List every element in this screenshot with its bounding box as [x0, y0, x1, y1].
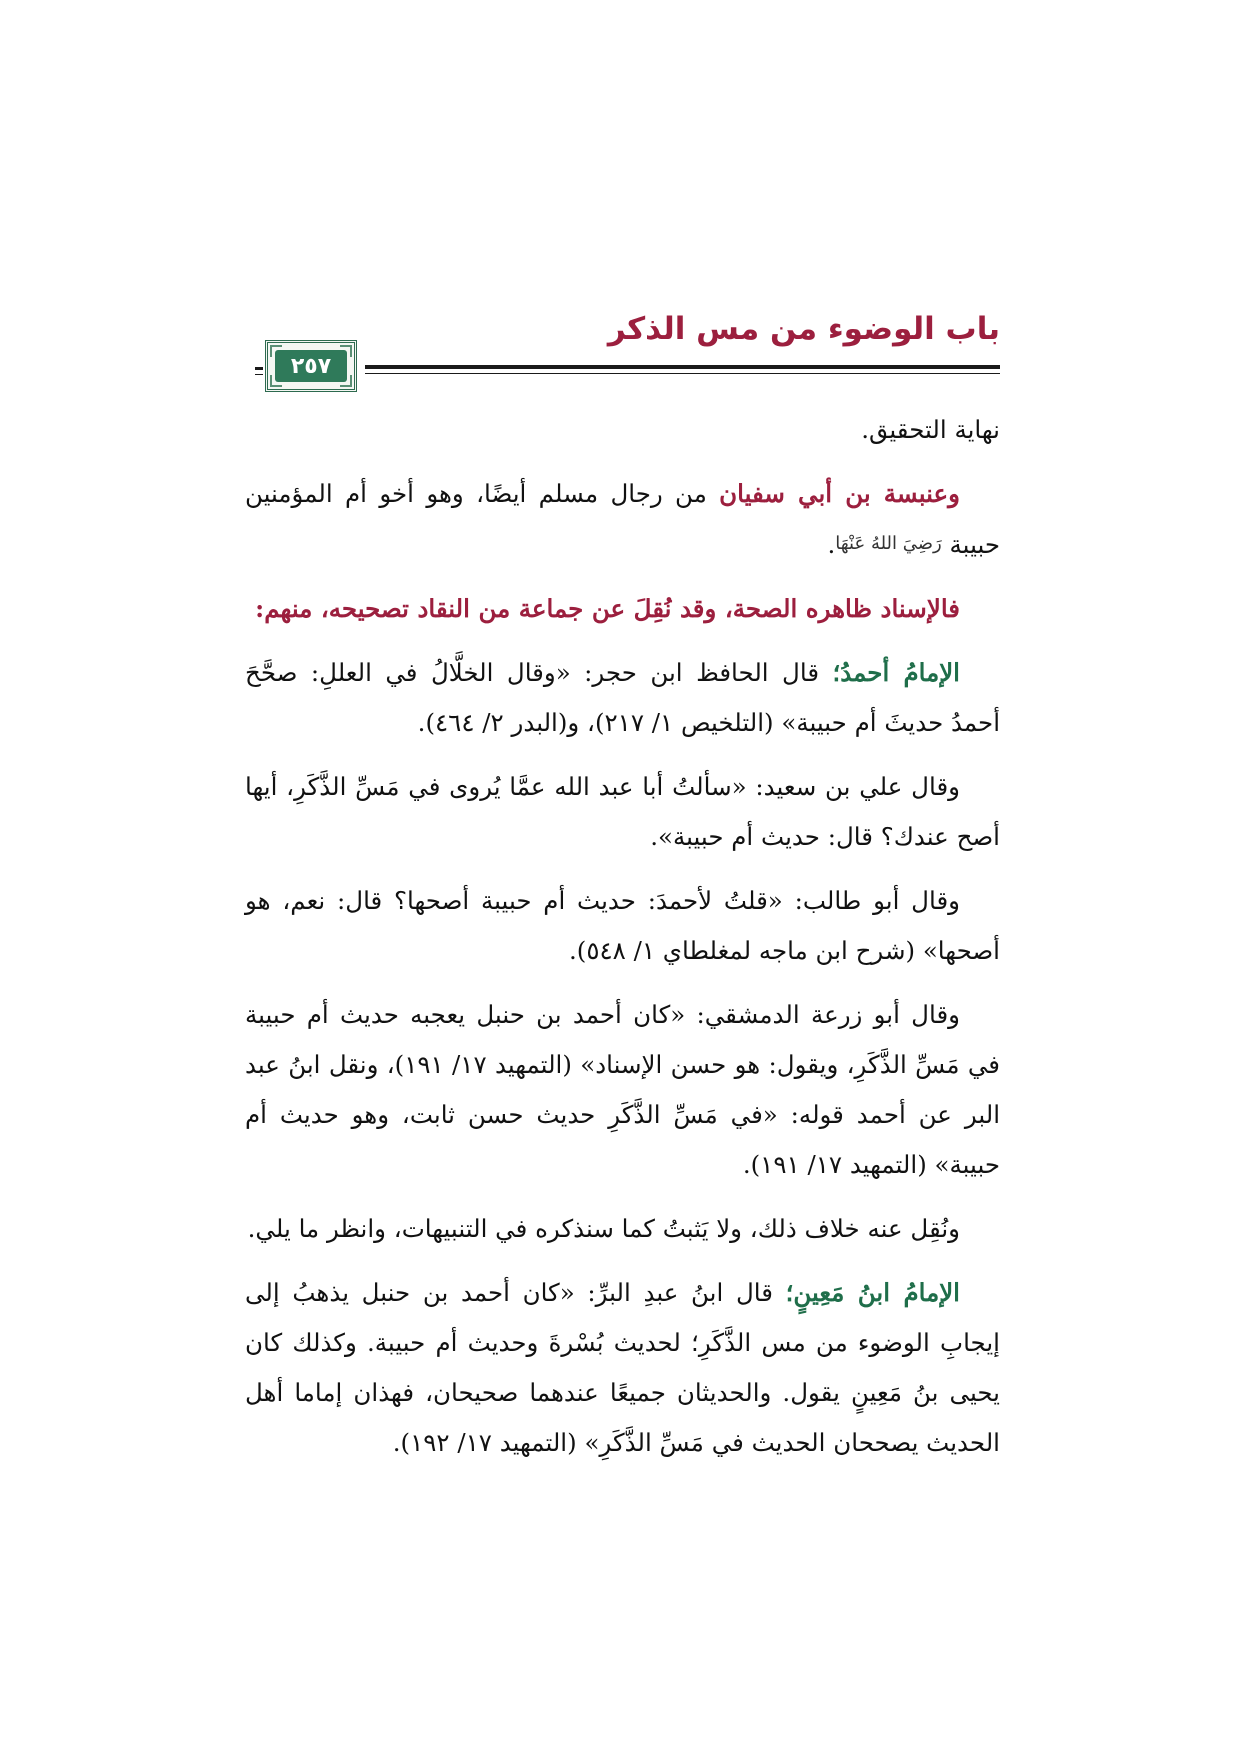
header-rule-left-thin: [255, 374, 263, 375]
page-header: [255, 305, 1000, 385]
paragraph: ونُقِل عنه خلاف ذلك، ولا يَثبتُ كما سنذكره في التنبيهات، وانظر ما يلي.: [247, 1214, 960, 1243]
paragraph: [245, 1268, 1000, 1468]
paragraph: وقال أبو طالب: «قلتُ لأحمدَ: حديث أم حبيبة أصحها؟ قال: نعم، هو أصحها» (شرح ابن ماجه لمغلطاي ١/ ٥٤٨).: [245, 886, 1000, 965]
paragraph: [245, 469, 1000, 570]
section-heading: فالإسناد ظاهره الصحة، وقد نُقِلَ عن جماعة من النقاد تصحيحه، منهم:: [255, 594, 960, 623]
header-rule: [365, 365, 1000, 369]
honorific-glyph: رَضِيَ اللهُ عَنْهَا: [835, 533, 942, 554]
ornament-corner-icon: [340, 345, 352, 357]
page-number: ٢٥٧: [275, 350, 347, 382]
paragraph: وقال علي بن سعيد: «سألتُ أبا عبد الله عمَّا يُروى في مَسِّ الذَّكَرِ، أيها أصح عندك؟ قال: حديث أم حبيبة».: [245, 772, 1000, 851]
ornament-corner-icon: [270, 375, 282, 387]
paragraph-end: .: [827, 530, 836, 559]
header-rule-thin: [365, 373, 1000, 374]
paragraph-text: قال الحافظ ابن حجر: «وقال الخلَّالُ في العللِ: صحَّحَ أحمدُ حديثَ أم حبيبة» (التلخيص ١/ ٢١٧)، و(البدر ٢/ ٤٦٤).: [245, 658, 1000, 737]
paragraph: [245, 648, 1000, 748]
paragraph-text: من رجال مسلم أيضًا، وهو أخو أم المؤمنين حبيبة: [245, 479, 1000, 559]
scholar-name: الإمامُ ابنُ مَعِينٍ؛: [785, 1278, 960, 1307]
chapter-title: باب الوضوء من مس الذكر: [607, 311, 1000, 347]
paragraph-text: قال ابنُ عبدِ البرِّ: «كان أحمد بن حنبل يذهبُ إلى إيجابِ الوضوء من مس الذَّكَرِ؛ لحديث بُسْرةَ وحديث أم حبيبة. وكذلك كان يحيى بنُ مَعِينٍ يقول. والحديثان جميعًا عندهما صحيحان، فهذان إماما أهل الحديث يصححان الحديث في مَسِّ الذَّكَرِ» (التمهيد ١٧/ ١٩٢).: [245, 1278, 1000, 1457]
paragraph: نهاية التحقيق.: [861, 415, 1000, 444]
ornament-corner-icon: [340, 375, 352, 387]
header-rule-left: [255, 367, 263, 370]
narrator-name: وعنبسة بن أبي سفيان: [719, 479, 960, 508]
main-text: [245, 405, 1000, 1482]
ornament-corner-icon: [270, 345, 282, 357]
page-number-frame: [265, 340, 357, 392]
scholar-name: الإمامُ أحمدُ؛: [832, 658, 960, 687]
paragraph: وقال أبو زرعة الدمشقي: «كان أحمد بن حنبل يعجبه حديث أم حبيبة في مَسِّ الذَّكَرِ، ويقول: هو حسن الإسناد» (التمهيد ١٧/ ١٩١)، ونقل ابنُ عبد البر عن أحمد قوله: «في مَسِّ الذَّكَرِ حديث حسن ثابت، وهو حديث أم حبيبة» (التمهيد ١٧/ ١٩١).: [245, 1000, 1000, 1179]
